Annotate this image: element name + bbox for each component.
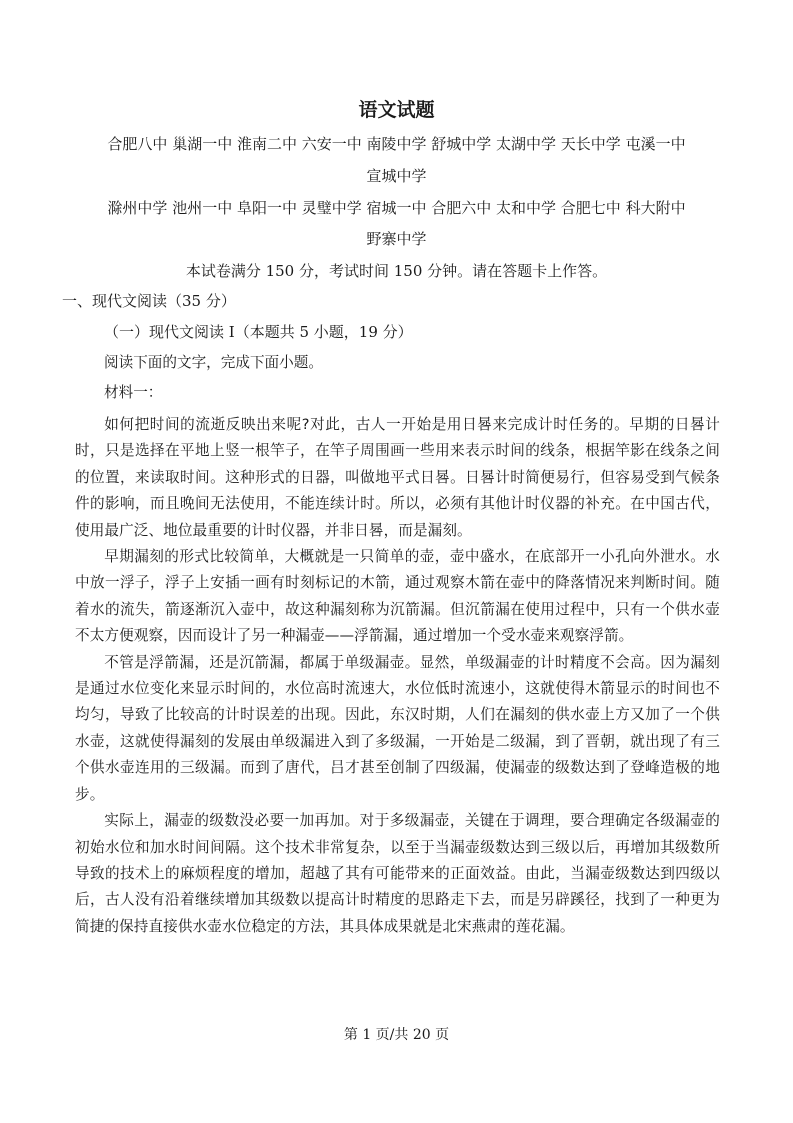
passage-paragraph: 不管是浮箭漏，还是沉箭漏，都属于单级漏壶。显然，单级漏壶的计时精度不会高。因为漏刻是通过水位变化来显示时间的，水位高时流速大，水位低时流速小，这就使得木箭显示的时间也不均匀，导致了比较高的计时误差的出现。因此，东汉时期，人们在漏刻的供水壶上方又加了一个供水壶，这就使得漏刻的发展由单级漏进入到了多级漏，一开始是二级漏，到了晋朝，就出现了有三个供水壶连用的三级漏。而到了唐代，吕才甚至创制了四级漏，使漏壶的级数达到了登峰造极的地步。 — [75, 653, 720, 803]
school-list-line-1: 合肥八中 巢湖一中 淮南二中 六安一中 南陵中学 舒城中学 太湖中学 天长中学 屯溪一中 — [107, 135, 686, 153]
passage-paragraph: 早期漏刻的形式比较简单，大概就是一只简单的壶，壶中盛水，在底部开一小孔向外泄水。水中放一浮子，浮子上安插一画有时刻标记的木箭，通过观察木箭在壶中的降落情况来判断时间。随着水的流失，箭逐渐沉入壶中，故这种漏刻称为沉箭漏。但沉箭漏在使用过程中，只有一个供水壶不太方便观察，因而设计了另一种漏壶——浮箭漏，通过增加一个受水壶来观察浮箭。 — [75, 548, 720, 645]
school-list-line-2: 宣城中学 — [366, 167, 427, 185]
section-heading: 一、现代文阅读（35 分） — [62, 292, 236, 310]
exam-info: 本试卷满分 150 分，考试时间 150 分钟。请在答题卡上作答。 — [185, 262, 608, 280]
passage-paragraph: 实际上，漏壶的级数没必要一加再加。对于多级漏壶，关键在于调理，要合理确定各级漏壶的初始水位和加水时间间隔。这个技术非常复杂，以至于当漏壶级数达到三级以后，再增加其级数所导致的技术上的麻烦程度的增加，超越了其有可能带来的正面效益。由此，当漏壶级数达到四级以后，古人没有沿着继续增加其级数以提高计时精度的思路走下去，而是另辟蹊径，找到了一种更为简捷的保持直接供水壶水位稳定的方法，其具体成果就是北宋燕肃的莲花漏。 — [75, 812, 720, 935]
school-list-line-4: 野寨中学 — [366, 230, 427, 248]
passage-paragraph: 如何把时间的流逝反映出来呢?对此，古人一开始是用日晷来完成计时任务的。早期的日晷计时，只是选择在平地上竖一根竿子，在竿子周围画一些用来表示时间的线条，根据竿影在线条之间的位置，来读取时间。这种形式的日器，叫做地平式日晷。日晷计时简便易行，但容易受到气候条件的影响，而且晚间无法使用，不能连续计时。所以，必须有其他计时仪器的补充。在中国古代，使用最广泛、地位最重要的计时仪器，并非日晷，而是漏刻。 — [75, 416, 720, 539]
subsection-heading: （一）现代文阅读 I（本题共 5 小题，19 分） — [104, 323, 413, 341]
page-footer: 第 1 页/共 20 页 — [343, 1027, 450, 1043]
school-list-line-3: 滁州中学 池州一中 阜阳一中 灵璧中学 宿城一中 合肥六中 太和中学 合肥七中 科大附中 — [107, 199, 686, 217]
material-label: 材料一： — [104, 384, 163, 401]
reading-instruction: 阅读下面的文字，完成下面小题。 — [104, 354, 323, 371]
passage-body — [75, 412, 720, 940]
page-title: 语文试题 — [358, 99, 435, 121]
